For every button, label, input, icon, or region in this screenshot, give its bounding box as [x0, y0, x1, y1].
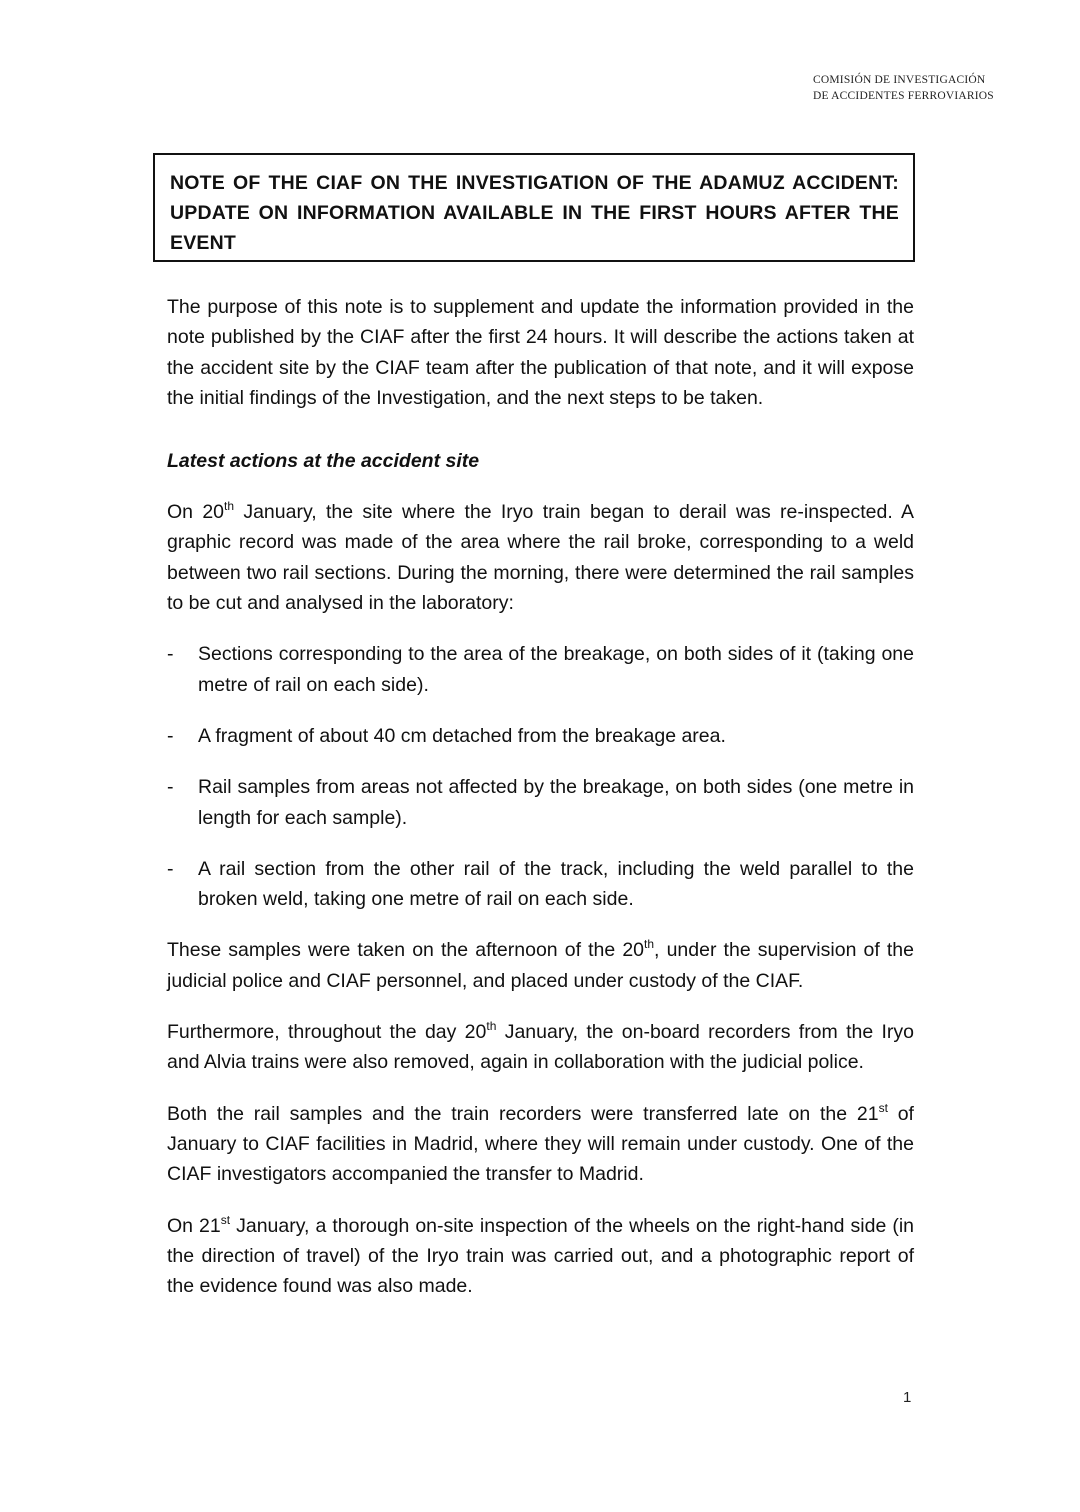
document-body	[167, 292, 914, 1322]
bullet-dash: -	[167, 724, 174, 747]
paragraph-text: January, the on-board recorders from the Iryo and Alvia trains were also removed, again in collaboration with the judicial police.	[167, 1021, 914, 1074]
ordinal-suffix: st	[878, 1100, 888, 1115]
organization-header-line1: COMISIÓN DE INVESTIGACIÓN	[813, 74, 986, 86]
paragraph-recorders-removed	[167, 1017, 914, 1078]
paragraph-text: of January to CIAF facilities in Madrid, where they will remain under custody. One of the CIAF investigators accompanied the transfer to Madrid.	[167, 1102, 914, 1186]
paragraph-transfer-madrid	[167, 1099, 914, 1190]
paragraph-text: On 21	[167, 1214, 221, 1237]
ordinal-suffix: th	[644, 937, 655, 952]
page-number: 1	[903, 1389, 912, 1406]
list-item-text: Rail samples from areas not affected by the breakage, on both sides (one metre in length for each sample).	[198, 776, 914, 829]
paragraph-text: January, the site where the Iryo train began to derail was re-inspected. A graphic record was made of the area where the rail broke, corresponding to a weld between two rail sections. During the morning, there were determined the rail samples to be cut and analysed in the laboratory:	[167, 501, 914, 615]
list-item-text: A fragment of about 40 cm detached from the breakage area.	[198, 724, 726, 747]
section-heading: Latest actions at the accident site	[167, 450, 480, 473]
list-item-text: Sections corresponding to the area of the breakage, on both sides of it (taking one metre of rail on each side).	[198, 643, 914, 696]
paragraph-text: , under the supervision of the judicial police and CIAF personnel, and placed under custody of the CIAF.	[167, 939, 914, 992]
title-box	[153, 153, 915, 262]
paragraph-site-reinspection	[167, 497, 914, 618]
ordinal-suffix: th	[224, 499, 235, 514]
paragraph-wheel-inspection	[167, 1211, 914, 1302]
intro-paragraph: The purpose of this note is to supplement and update the information provided in the note published by the CIAF after the first 24 hours. It will describe the actions taken at the accident site by the CIAF team after the publication of that note, and it will expose the initial findings of the Investigation, and the next steps to be taken.	[167, 296, 914, 409]
list-item	[167, 854, 914, 915]
paragraph-text: Both the rail samples and the train recorders were transferred late on the 21	[167, 1102, 879, 1125]
document-title: NOTE OF THE CIAF ON THE INVESTIGATION OF THE ADAMUZ ACCIDENT: UPDATE ON INFORMATION AVAILABLE IN THE FIRST HOURS AFTER THE EVENT	[170, 172, 899, 254]
paragraph-samples-custody	[167, 935, 914, 996]
ordinal-suffix: th	[486, 1019, 497, 1034]
organization-header	[813, 72, 994, 104]
list-item	[167, 639, 914, 700]
paragraph-text: January, a thorough on-site inspection of the wheels on the right-hand side (in the direction of travel) of the Iryo train was carried out, and a photographic report of the evidence found was also made.	[167, 1214, 914, 1298]
paragraph-text: These samples were taken on the afternoon of the 20	[167, 939, 645, 962]
rail-samples-list	[167, 639, 914, 914]
bullet-dash: -	[167, 643, 174, 666]
paragraph-text: On 20	[167, 501, 225, 524]
ordinal-suffix: st	[220, 1212, 231, 1227]
bullet-dash: -	[167, 857, 174, 880]
list-item	[167, 772, 914, 833]
organization-header-line2: DE ACCIDENTES FERROVIARIOS	[813, 90, 994, 102]
paragraph-text: Furthermore, throughout the day 20	[167, 1021, 487, 1044]
bullet-dash: -	[167, 776, 174, 799]
list-item	[167, 721, 914, 751]
list-item-text: A rail section from the other rail of the track, including the weld parallel to the broken weld, taking one metre of rail on each side.	[198, 857, 914, 911]
